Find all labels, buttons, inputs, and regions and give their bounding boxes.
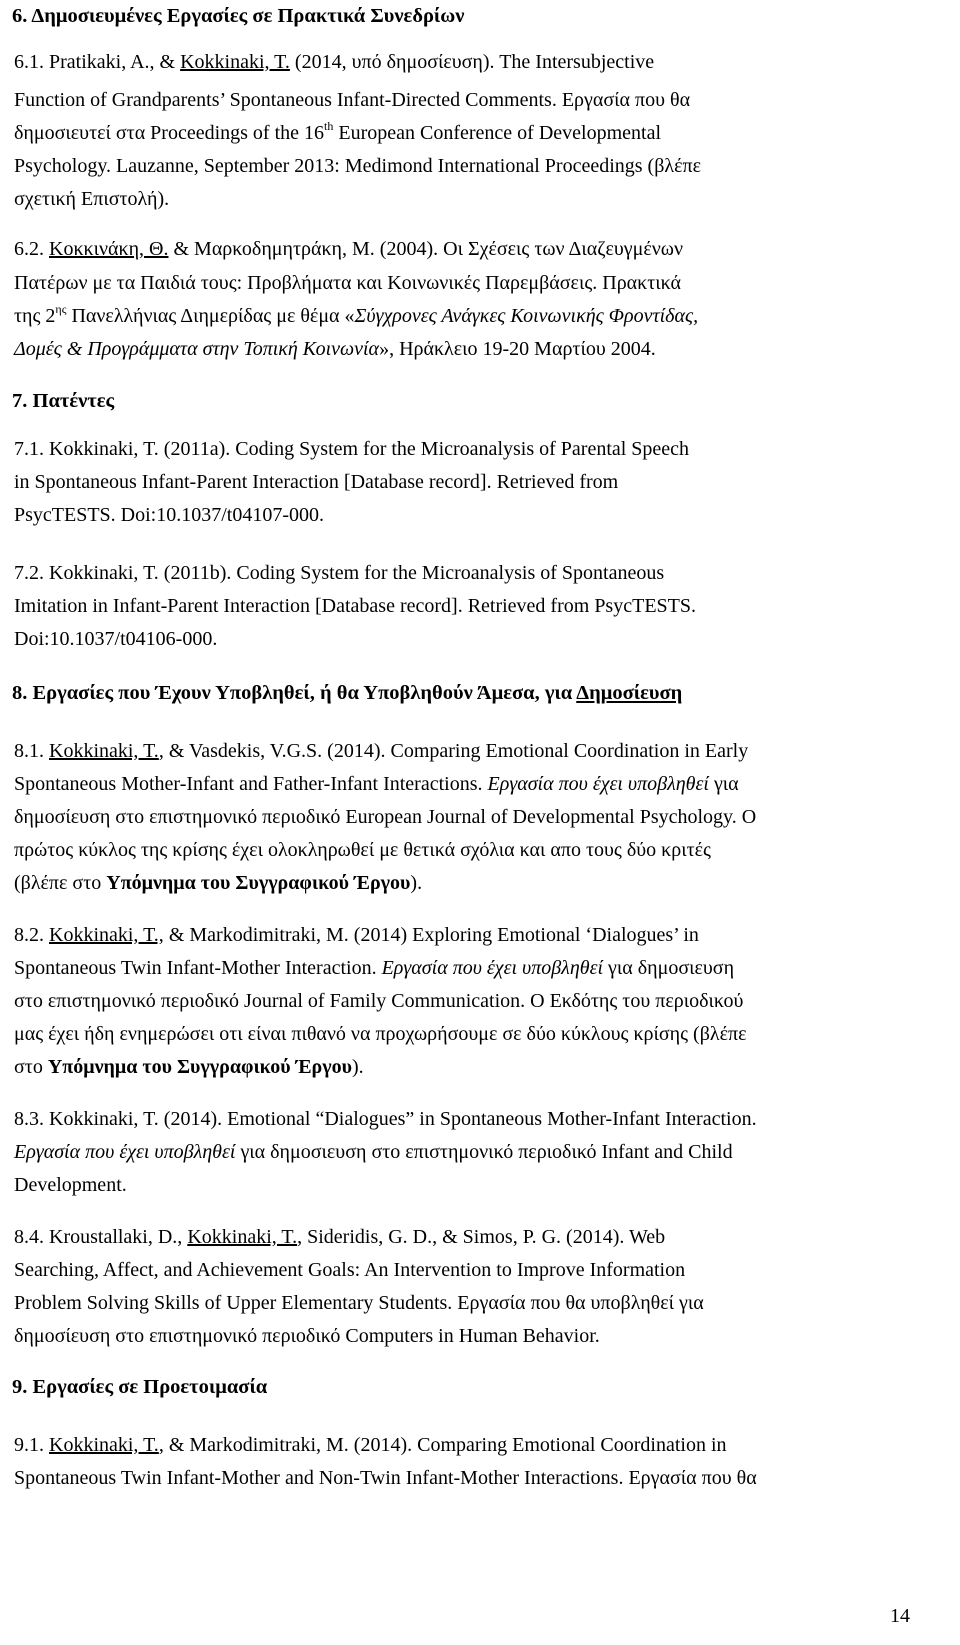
ref-6-2-line-2: Πατέρων με τα Παιδιά τους: Προβλήματα και Κοινωνικές Παρεμβάσεις. Πρακτικά: [14, 272, 682, 294]
ref-8-4-line-2: Searching, Affect, and Achievement Goals: An Intervention to Improve Information: [14, 1259, 686, 1281]
ref-8-3-line-1: 8.3. Kokkinaki, T. (2014). Emotional “Dialogues” in Spontaneous Mother-Infant Interaction.: [14, 1108, 757, 1130]
ref-7-1-line-2: in Spontaneous Infant-Parent Interaction [Database record]. Retrieved from: [14, 471, 619, 493]
ref-8-3-line-3: Development.: [14, 1174, 127, 1196]
ref-6-1-line-1: 6.1. Pratikaki, A., & Kokkinaki, T. (2014, υπό δημοσίευση). The Intersubjective: [14, 51, 655, 73]
ref-8-2-line-3: στο επιστημονικό περιοδικό Journal of Family Communication. Ο Εκδότης του περιοδικού: [14, 990, 744, 1012]
ref-7-1-line-1: 7.1. Kokkinaki, T. (2011a). Coding System for the Microanalysis of Parental Speech: [14, 438, 690, 460]
author-link: Κοκκινάκη, Θ.: [49, 238, 169, 260]
ref-8-1-line-5: (βλέπε στο Υπόμνημα του Συγγραφικού Έργου).: [14, 872, 423, 894]
ref-6-1-line-5: σχετική Επιστολή).: [14, 188, 170, 210]
section-8-heading: 8. Εργασίες που Έχουν Υποβληθεί, ή θα Υποβληθούν Άμεσα, για Δημοσίευση: [12, 682, 683, 704]
ref-8-2-line-4: μας έχει ήδη ενημερώσει οτι είναι πιθανό να προχωρήσουμε σε δύο κύκλους κρίσης (βλέπε: [14, 1023, 747, 1045]
section-9-heading: 9. Εργασίες σε Προετοιμασία: [12, 1376, 268, 1398]
ref-6-1-line-3: δημοσιευτεί στα Proceedings of the 16th European Conference of Developmental: [14, 119, 662, 144]
author-link: Kokkinaki, T.,: [49, 924, 164, 946]
ref-8-1-line-4: πρώτος κύκλος της κρίσης έχει ολοκληρωθεί με θετικά σχόλια και απο τους δύο κριτές: [14, 839, 711, 861]
ref-7-2-line-1: 7.2. Kokkinaki, T. (2011b). Coding System for the Microanalysis of Spontaneous: [14, 562, 665, 584]
ref-9-1-line-2: Spontaneous Twin Infant-Mother and Non-Twin Infant-Mother Interactions. Εργασία που θα: [14, 1467, 757, 1489]
author-link: Kokkinaki, T.: [49, 740, 159, 762]
section-6-heading: 6. Δημοσιευμένες Εργασίες σε Πρακτικά Συνεδρίων: [12, 5, 465, 27]
ref-8-3-line-2: Εργασία που έχει υποβληθεί για δημοσιευση στο επιστημονικό περιοδικό Infant and Child: [14, 1141, 733, 1163]
ref-8-1-line-2: Spontaneous Mother-Infant and Father-Infant Interactions. Εργασία που έχει υποβληθεί για: [14, 773, 739, 795]
ref-8-2-line-2: Spontaneous Twin Infant-Mother Interaction. Εργασία που έχει υποβληθεί για δημοσιευση: [14, 957, 735, 979]
ref-8-4-line-4: δημοσίευση στο επιστημονικό περιοδικό Computers in Human Behavior.: [14, 1325, 600, 1347]
ref-8-2-line-1: 8.2. Kokkinaki, T., & Markodimitraki, M. (2014) Exploring Emotional ‘Dialogues’ in: [14, 924, 699, 946]
ref-6-1-line-4: Psychology. Lauzanne, September 2013: Medimond International Proceedings (βλέπε: [14, 155, 701, 177]
ref-6-1-line-2: Function of Grandparents’ Spontaneous Infant-Directed Comments. Εργασία που θα: [14, 89, 691, 111]
author-link: Kokkinaki, T.: [49, 1434, 159, 1456]
ref-8-4-line-1: 8.4. Kroustallaki, D., Kokkinaki, T., Sideridis, G. D., & Simos, P. G. (2014). Web: [14, 1226, 666, 1248]
ref-6-2-line-4: Δομές & Προγράμματα στην Τοπική Κοινωνία», Ηράκλειο 19-20 Μαρτίου 2004.: [14, 338, 656, 360]
ref-8-2-line-5: στο Υπόμνημα του Συγγραφικού Έργου).: [14, 1056, 364, 1078]
ref-7-1-line-3: PsycTESTS. Doi:10.1037/t04107-000.: [14, 504, 325, 526]
page-number: 14: [890, 1605, 910, 1627]
author-link: Kokkinaki, T.: [180, 51, 290, 73]
ref-9-1-line-1: 9.1. Kokkinaki, T., & Markodimitraki, M. (2014). Comparing Emotional Coordination in: [14, 1434, 727, 1456]
ref-8-4-line-3: Problem Solving Skills of Upper Elementary Students. Εργασία που θα υποβληθεί για: [14, 1292, 704, 1314]
ref-7-2-line-2: Imitation in Infant-Parent Interaction [Database record]. Retrieved from PsycTESTS.: [14, 595, 696, 617]
section-7-heading: 7. Πατέντες: [12, 390, 115, 412]
ref-8-1-line-3: δημοσίευση στο επιστημονικό περιοδικό European Journal of Developmental Psychology. Ο: [14, 806, 757, 828]
ref-7-2-line-3: Doi:10.1037/t04106-000.: [14, 628, 218, 650]
author-link: Kokkinaki, T.: [187, 1226, 298, 1248]
ref-6-2-line-1: 6.2. Κοκκινάκη, Θ. & Μαρκοδημητράκη, Μ. (2004). Οι Σχέσεις των Διαζευγμένων: [14, 238, 683, 260]
ref-6-2-line-3: της $2^{\eta\varsigma}$ Πανελλήνιας Διημερίδας με θέμα «Σύγχρονες Ανάγκες Κοινωνικής Φροντίδας,: [14, 302, 699, 327]
ref-8-1-line-1: 8.1. Kokkinaki, T., & Vasdekis, V.G.S. (2014). Comparing Emotional Coordination in Early: [14, 740, 749, 762]
